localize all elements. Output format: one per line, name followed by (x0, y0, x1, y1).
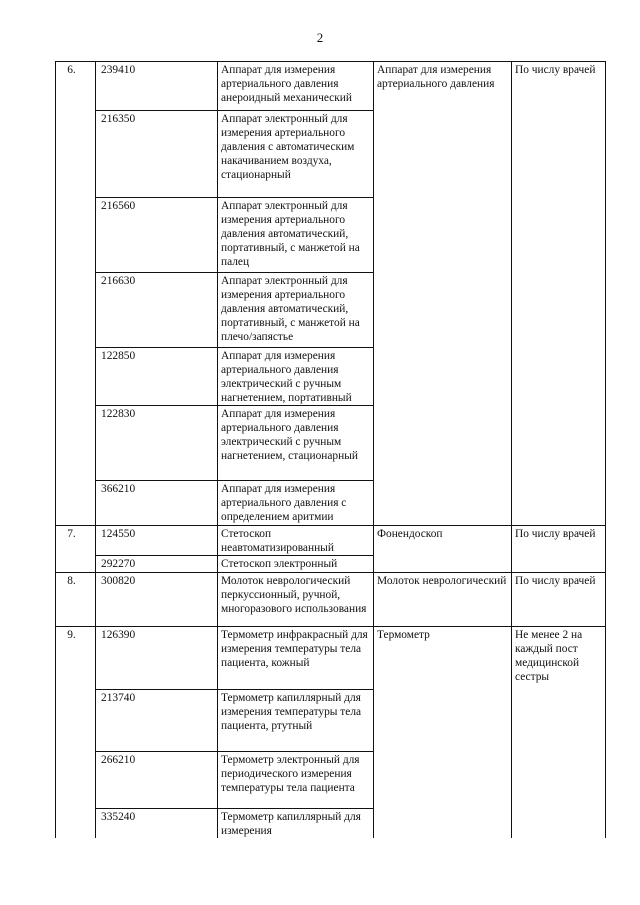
item-code: 216350 (96, 111, 218, 198)
item-name: Стетоскоп электронный (218, 556, 374, 573)
item-name: Стетоскоп неавтоматизированный (218, 526, 374, 556)
item-name: Аппарат для измерения артериального давления электрический с ручным нагнетением, стационарный (218, 406, 374, 481)
item-name: Аппарат электронный для измерения артериального давления с автоматическим накачиванием воздуха, стационарный (218, 111, 374, 198)
table-row (56, 62, 606, 111)
item-name: Термометр капиллярный для измерения (218, 809, 374, 839)
quantity-norm: По числу врачей (512, 573, 606, 627)
table-row (56, 526, 606, 556)
item-code: 239410 (96, 62, 218, 111)
quantity-norm: Не менее 2 на каждый пост медицинской сестры (512, 627, 606, 839)
row-number: 9. (56, 627, 96, 839)
item-code: 216560 (96, 198, 218, 273)
item-code: 266210 (96, 752, 218, 809)
row-number: 6. (56, 62, 96, 526)
table-row (56, 573, 606, 627)
quantity-norm: По числу врачей (512, 62, 606, 526)
item-code: 122850 (96, 348, 218, 406)
row-number: 7. (56, 526, 96, 573)
item-name: Термометр капиллярный для измерения температуры тела пациента, ртутный (218, 690, 374, 752)
item-code: 213740 (96, 690, 218, 752)
item-name: Термометр электронный для периодического измерения температуры тела пациента (218, 752, 374, 809)
item-code: 122830 (96, 406, 218, 481)
equipment-table (55, 61, 606, 838)
device-type: Термометр (374, 627, 512, 839)
device-type: Аппарат для измерения артериального давления (374, 62, 512, 526)
item-name: Молоток неврологический перкуссионный, ручной, многоразового использования (218, 573, 374, 627)
item-code: 335240 (96, 809, 218, 839)
item-code: 292270 (96, 556, 218, 573)
quantity-norm: По числу врачей (512, 526, 606, 573)
item-name: Аппарат электронный для измерения артериального давления автоматический, портативный, с манжетой на палец (218, 198, 374, 273)
device-type: Фонендоскоп (374, 526, 512, 573)
table-row (56, 627, 606, 690)
item-code: 300820 (96, 573, 218, 627)
item-code: 126390 (96, 627, 218, 690)
item-name: Термометр инфракрасный для измерения температуры тела пациента, кожный (218, 627, 374, 690)
item-name: Аппарат для измерения артериального давления с определением аритмии (218, 481, 374, 526)
device-type: Молоток неврологический (374, 573, 512, 627)
item-code: 216630 (96, 273, 218, 348)
item-code: 366210 (96, 481, 218, 526)
item-code: 124550 (96, 526, 218, 556)
item-name: Аппарат для измерения артериального давления электрический с ручным нагнетением, портативный (218, 348, 374, 406)
item-name: Аппарат электронный для измерения артериального давления автоматический, портативный, с манжетой на плечо/запястье (218, 273, 374, 348)
page-number: 2 (316, 30, 324, 45)
item-name: Аппарат для измерения артериального давления анероидный механический (218, 62, 374, 111)
row-number: 8. (56, 573, 96, 627)
